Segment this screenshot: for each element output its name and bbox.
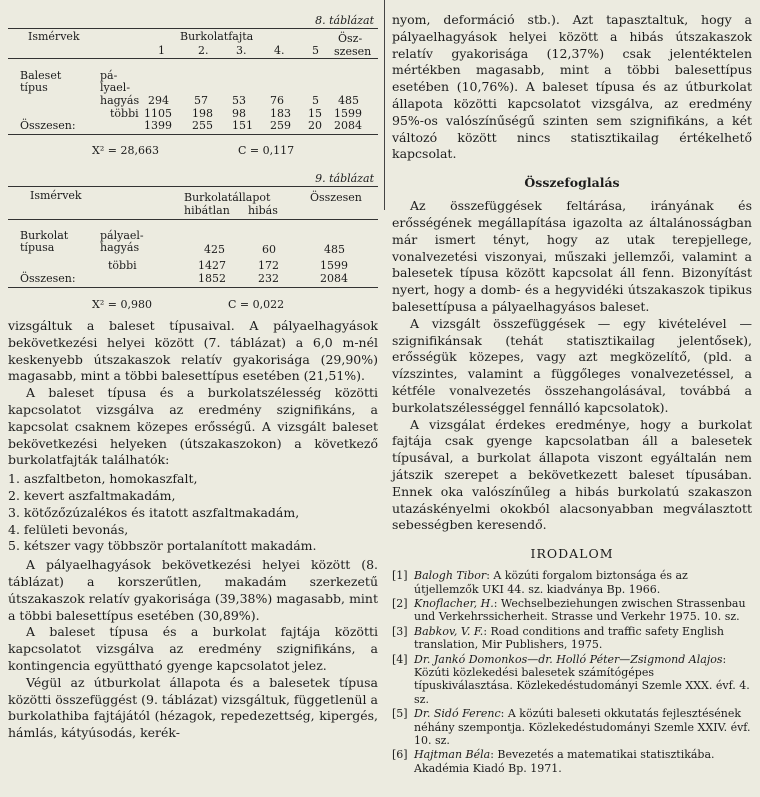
table9-row-label: többi <box>108 259 137 272</box>
references-list <box>392 569 752 775</box>
table8-colnum: 4. <box>274 44 285 57</box>
table8-header-rule <box>8 58 378 59</box>
right-paragraph: nyom, deformáció stb.). Azt tapasztaltuk, hogy a pályaelhagyások helyei között a hibás útszakaszok relatív gyakorisága (12,37%) csak jelentéktelen mértékben magasabb, mint a többi balesettípus esetében (10,76%). A baleset típusa és az útburkolat állapota közötti kapcsolatot vizsgálva, az eredmény 95%-os valószínűségű szinten sem szignifikáns, a két változó között nincs statisztikailag értékelhető kapcsolat. <box>392 12 752 162</box>
table9-row-label: hagyás <box>100 241 140 254</box>
left-paragraph: A baleset típusa és a burkolat fajtája közötti kapcsolatot vizsgálva az eredmény szignifikáns, a kontingencia együttható gyenge kapcsolatot jelez. <box>8 624 378 673</box>
list-item: 4. felületi bevonás, <box>8 521 129 537</box>
summary-paragraph: A vizsgálat érdekes eredménye, hogy a burkolat fajtája csak gyenge kapcsolatban áll a balesetek típusával, a burkolat állapota viszont egyáltalán nem játszik szerepet a bekövetkezett baleset típusában. Ennek oka valószínűleg a hibás burkolatú szakaszon utazáskényelmi okokból alacsonyabban megválasztott sebességben keresendő. <box>392 416 752 533</box>
table8-stats <box>8 144 378 160</box>
table9-c: C = 0,022 <box>228 298 285 311</box>
reference-item <box>392 597 752 624</box>
list-item: 5. kétszer vagy többször portalanított makadám. <box>8 538 317 554</box>
left-column <box>8 0 378 742</box>
reference-number: [1] <box>392 569 408 583</box>
reference-text: : Közúti közlekedési balesetek számítógépes típuskiválasztása. Közlekedéstudományi Szemle XXX. évf. 4. sz. <box>414 652 750 706</box>
table8-colnum: 5 <box>312 44 319 57</box>
reference-item <box>392 653 752 707</box>
surface-type-list <box>8 471 378 555</box>
table8-cell: 53 <box>232 94 246 107</box>
table8-cell: 76 <box>270 94 284 107</box>
reference-text: : A közúti forgalom biztonsága és az útjellemzők UKI 44. sz. kiadványa Bp. 1966. <box>414 569 688 596</box>
table8-cell: 198 <box>192 107 213 120</box>
table8-header-total-1: Ösz- <box>338 32 363 45</box>
table8-cell: 5 <box>312 94 319 107</box>
table9-cell: 1427 <box>198 259 226 272</box>
table8-cell: 485 <box>338 94 359 107</box>
list-item: 2. kevert aszfaltmakadám, <box>8 487 176 503</box>
table8-row-group: típus <box>20 81 48 94</box>
reference-number: [3] <box>392 624 408 638</box>
table9-row-label: pályael- <box>100 229 144 242</box>
table9-cell: 425 <box>204 243 225 256</box>
reference-author: Balogh Tibor <box>414 569 487 583</box>
reference-author: Dr. Jankó Domonkos—dr. Holló Péter—Zsigmond Alajos <box>414 652 723 666</box>
table9-header-group: Burkolatállapot <box>184 191 271 204</box>
table8 <box>8 28 378 144</box>
table8-cell: 57 <box>194 94 208 107</box>
reference-number: [5] <box>392 707 408 721</box>
table8-row-label: pá- <box>100 69 118 82</box>
reference-text: : Bevezetés a matematikai statisztikába. Akadémia Kiadó Bp. 1971. <box>414 748 715 775</box>
table9-header-sub: hibás <box>248 204 278 217</box>
table9-cell: 485 <box>324 243 345 256</box>
table9-header-total: Összesen <box>310 191 362 204</box>
table8-cell: 1599 <box>334 107 362 120</box>
table8-cell: 183 <box>270 107 291 120</box>
table9-total-label: Összesen: <box>20 272 76 285</box>
table9-caption: 9. táblázat <box>315 172 374 185</box>
table8-total-cell: 151 <box>232 119 253 132</box>
table9-header-rule <box>8 219 378 220</box>
table9-bottom-rule <box>8 287 378 288</box>
list-item: 3. kötőzőzúzalékos és itatott aszfaltmakadám, <box>8 504 300 520</box>
table8-total-cell: 1399 <box>144 119 172 132</box>
table9-row-group: Burkolat <box>20 229 69 242</box>
table9-cell: 60 <box>262 243 276 256</box>
reference-number: [2] <box>392 596 408 610</box>
table8-caption: 8. táblázat <box>315 14 374 27</box>
table8-header-total-2: szesen <box>334 45 372 58</box>
table9-chi: X² = 0,980 <box>92 298 152 311</box>
table9-total-cell: 2084 <box>320 272 348 285</box>
table9-stats <box>8 298 378 314</box>
reference-author: Hajtman Béla <box>414 748 491 762</box>
left-paragraph: vizsgáltuk a baleset típusaival. A pályaelhagyások bekövetkezési helyei között (7. táblázat) a 6,0 m-nél keskenyebb útszakaszok relatív gyakorisága (29,90%) magasabb, mint a többi balesettípus esetében (21,51%). <box>8 318 378 384</box>
list-item: 1. aszfaltbeton, homokaszfalt, <box>8 471 198 487</box>
references-heading: IRODALOM <box>530 546 614 562</box>
table9-row-group: típusa <box>20 241 55 254</box>
table8-cell: 294 <box>148 94 169 107</box>
table8-total-cell: 20 <box>308 119 322 132</box>
table9-header-left: Ismérvek <box>30 189 82 202</box>
table9-cell: 172 <box>258 259 279 272</box>
table8-total-cell: 255 <box>192 119 213 132</box>
table8-row-label: lyael- <box>100 81 131 94</box>
reference-text: : A közúti baleseti okkutatás fejlesztésének néhány szempontja. Közlekedéstudományi Szemle XXIV. évf. 10. sz. <box>414 707 751 747</box>
reference-item <box>392 707 752 747</box>
table8-colnum: 1 <box>158 44 165 57</box>
table8-cell: 98 <box>232 107 246 120</box>
table8-total-label: Összesen: <box>20 119 76 132</box>
table8-row-label: hagyás <box>100 94 140 107</box>
table9-total-cell: 1852 <box>198 272 226 285</box>
reference-number: [4] <box>392 652 408 666</box>
reference-author: Knoflacher, H. <box>414 596 494 610</box>
table8-colnum: 3. <box>236 44 247 57</box>
table9 <box>8 186 378 298</box>
left-paragraph: Végül az útburkolat állapota és a balesetek típusa közötti összefüggést (9. táblázat) vizsgáltuk, függetlenül a burkolathiba fajtájától (hézagok, repedezettség, kipergés, hámlás, kátyúsodás, kerék- <box>8 674 378 741</box>
table8-cell: 1105 <box>144 107 172 120</box>
reference-number: [6] <box>392 748 408 762</box>
table8-total-cell: 2084 <box>334 119 362 132</box>
left-paragraph: A baleset típusa és a burkolatszélesség közötti kapcsolatot vizsgálva az eredmény szignifikáns, a kapcsolat csaknem közepes erősségű. A vizsgált baleset bekövetkezési helyeken (útszakaszokon) a következő burkolatfajták találhatók: <box>8 385 378 468</box>
table8-bottom-rule <box>8 134 378 135</box>
summary-heading: Összefoglalás <box>524 175 620 191</box>
reference-text: : Road conditions and traffic safety English translation, Mir Publishers, 1975. <box>414 624 724 652</box>
reference-item <box>392 748 752 775</box>
reference-text: : Wechselbeziehungen zwischen Strassenbau und Verkehrssicherheit. Strasse und Verkehr 1975. 10. sz. <box>414 596 746 624</box>
reference-author: Dr. Sidó Ferenc <box>414 707 501 721</box>
left-paragraph: A pályaelhagyások bekövetkezési helyei között (8. táblázat) a korszerűtlen, makadám szerkezetű útszakaszok relatív gyakorisága (39,38%) magasabb, mint a többi balesettípus esetében (30,89%). <box>8 557 378 623</box>
table9-total-cell: 232 <box>258 272 279 285</box>
reference-item <box>392 625 752 652</box>
table8-row-group: Baleset <box>20 69 62 82</box>
table8-top-rule <box>8 28 378 29</box>
table8-cell: 15 <box>308 107 322 120</box>
table9-header-sub: hibátlan <box>184 204 230 217</box>
table8-header-group: Burkolatfajta <box>180 30 254 43</box>
column-divider <box>384 0 385 210</box>
table8-c: C = 0,117 <box>238 144 295 157</box>
summary-paragraph: Az összefüggések feltárása, irányának és erősségének megállapítása igazolta az általánosságban már ismert tényt, hogy az utak terepjellege, vonalvezetési viszonyai, műszaki jellemzői, valamint a balesetek típusa között kapcsolat áll fenn. Bizonyítást nyert, hogy a domb- és a hegyvidéki útszakaszok tipikus balesettípusa a pályaelhagyásos baleset. <box>392 198 752 314</box>
table8-total-cell: 259 <box>270 119 291 132</box>
table8-header-left: Ismérvek <box>28 30 80 43</box>
table8-colnum: 2. <box>198 44 209 57</box>
table8-row-label: többi <box>110 107 139 120</box>
right-column <box>392 12 752 776</box>
table9-cell: 1599 <box>320 259 348 272</box>
table9-top-rule <box>8 186 378 187</box>
reference-author: Babkov, V. F. <box>414 624 484 638</box>
reference-item <box>392 569 752 596</box>
summary-paragraph: A vizsgált összefüggések — egy kivételével — szignifikánsak (tehát statisztikailag jelentősek), erősségük közepes, vagy azt megközelítő, (pld. a vízszintes, valamint a függőleges vonalvezetéssel, a kétféle vonalvezetés összehangolásával, továbbá a burkolatszélességgel fennálló kapcsolatok). <box>392 315 752 415</box>
table8-chi: X² = 28,663 <box>92 144 159 157</box>
